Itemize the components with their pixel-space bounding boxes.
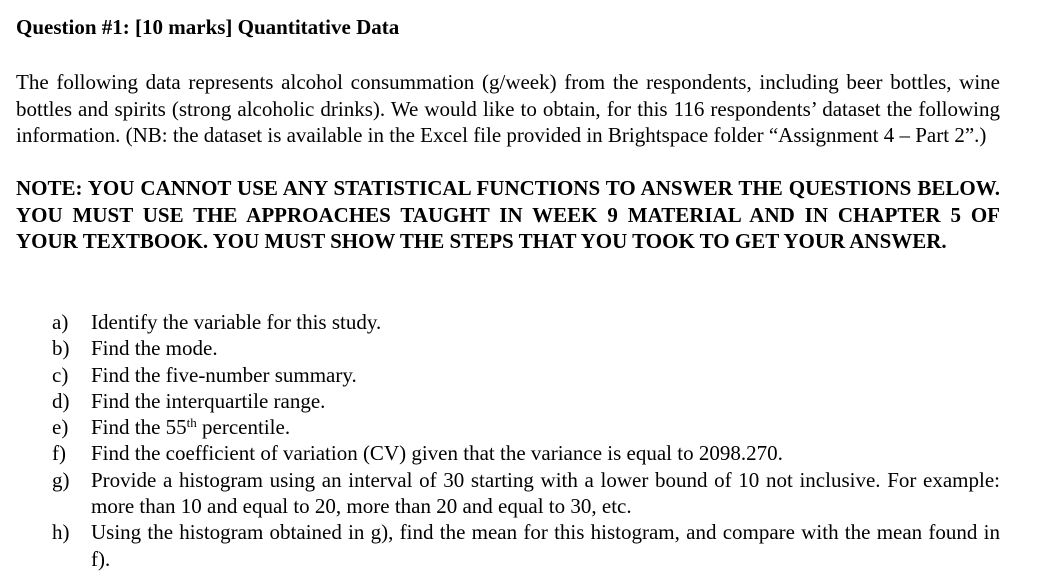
question-text: Identify the variable for this study. <box>91 310 382 334</box>
question-marker: h) <box>52 520 70 545</box>
question-text: Using the histogram obtained in g), find the mean for this histogram, and compare with the mean found in f). <box>91 520 1000 571</box>
question-text-before: Find the 55 <box>91 415 187 440</box>
question-text-after: percentile. <box>196 415 291 440</box>
note-paragraph: NOTE: YOU CANNOT USE ANY STATISTICAL FUNCTIONS TO ANSWER THE QUESTIONS BELOW. YOU MUST USE THE APPROACHES TAUGHT IN WEEK 9 MATERIAL AND IN CHAPTER 5 OF YOUR TEXTBOOK. YOU MUST SHOW THE STEPS THAT YOU TOOK TO GET YOUR ANSWER. <box>16 176 1000 253</box>
question-marker: g) <box>52 467 70 492</box>
question-text: Find the five-number summary. <box>91 362 357 387</box>
question-marker: b) <box>52 336 70 361</box>
question-item-f <box>52 440 1000 466</box>
question-heading: Question #1: [10 marks] Quantitative Data <box>16 15 400 39</box>
question-item-h <box>52 519 1000 572</box>
question-text <box>91 415 290 439</box>
question-item-b <box>52 335 1000 361</box>
question-text: Find the interquartile range. <box>91 388 326 413</box>
question-marker: c) <box>52 362 69 387</box>
question-text: Find the mode. <box>91 336 218 361</box>
question-item-d <box>52 388 1000 414</box>
question-marker: f) <box>52 441 66 466</box>
question-marker: e) <box>52 415 69 440</box>
intro-paragraph: The following data represents alcohol consummation (g/week) from the respondents, including beer bottles, wine bottles and spirits (strong alcoholic drinks). We would like to obtain, for this 116 respondents’ dataset the following information. (NB: the dataset is available in the Excel file provided in Brightspace folder “Assignment 4 – Part 2”.) <box>16 70 1000 147</box>
question-item-g <box>52 467 1000 520</box>
question-text: Find the coefficient of variation (CV) given that the variance is equal to 2098.270. <box>91 441 783 466</box>
question-item-e <box>52 414 1000 440</box>
question-text: Provide a histogram using an interval of 30 starting with a lower bound of 10 not inclusive. For example: more than 10 and equal to 20, more than 20 and equal to 30, etc. <box>91 467 1000 519</box>
question-list <box>52 309 1000 572</box>
question-marker: a) <box>52 310 69 334</box>
question-item-c <box>52 362 1000 388</box>
question-item-a <box>52 309 1000 335</box>
question-marker: d) <box>52 388 70 413</box>
ordinal-superscript: th <box>186 415 197 431</box>
